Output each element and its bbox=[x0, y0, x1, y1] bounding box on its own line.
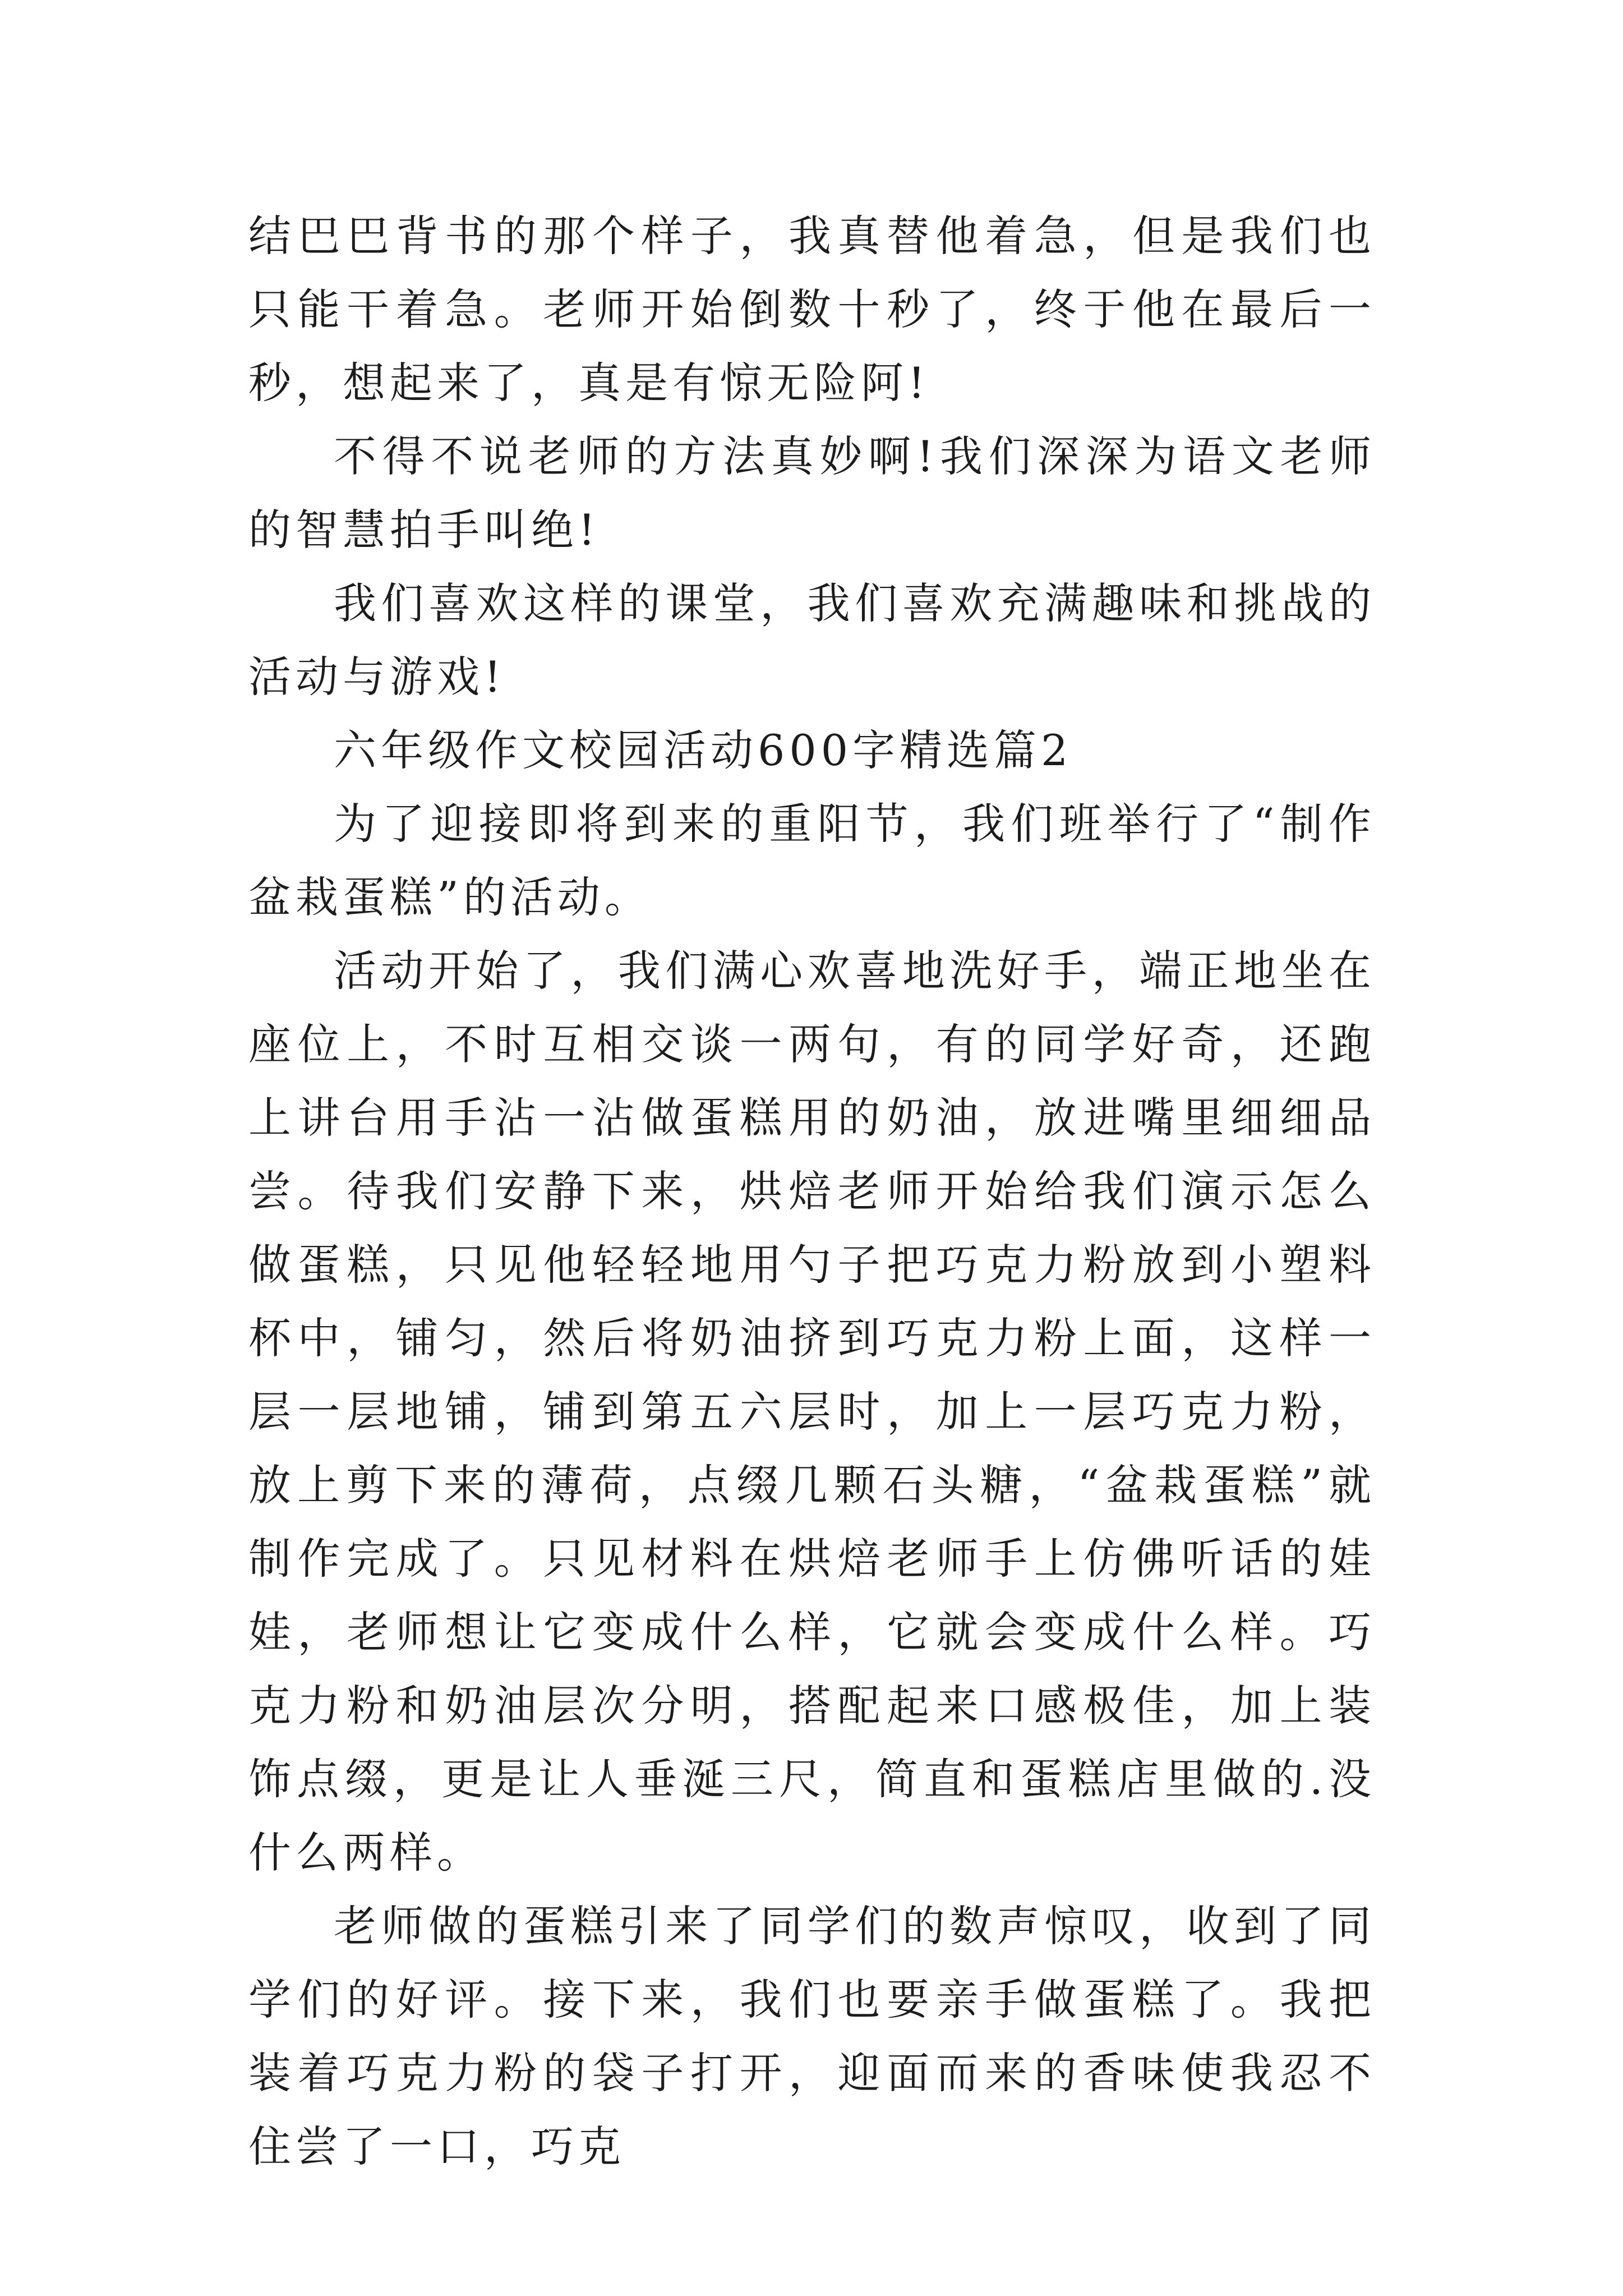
paragraph-continuation: 结巴巴背书的那个样子，我真替他着急，但是我们也只能干着急。老师开始倒数十秒了，终于他在最后一秒，想起来了，真是有惊无险阿! bbox=[248, 211, 1376, 408]
section-heading: 六年级作文校园活动600字精选篇2 bbox=[334, 725, 1073, 775]
paragraph: 老师做的蛋糕引来了同学们的数声惊叹，收到了同学们的好评。接下来，我们也要亲手做蛋糕了。我把装着巧克力粉的袋子打开，迎面而来的香味使我忍不住尝了一口，巧克 bbox=[248, 1901, 1376, 2171]
paragraph: 为了迎接即将到来的重阳节，我们班举行了“制作盆栽蛋糕”的活动。 bbox=[248, 799, 1376, 922]
paragraph: 活动开始了，我们满心欢喜地洗好手，端正地坐在座位上，不时互相交谈一两句，有的同学好奇，还跑上讲台用手沾一沾做蛋糕用的奶油，放进嘴里细细品尝。待我们安静下来，烘焙老师开始给我们演示怎么做蛋糕，只见他轻轻地用勺子把巧克力粉放到小塑料杯中，铺匀，然后将奶油挤到巧克力粉上面，这样一层一层地铺，铺到第五六层时，加上一层巧克力粉，放上剪下来的薄荷，点缀几颗石头糖，“盆栽蛋糕”就制作完成了。只见材料在烘焙老师手上仿佛听话的娃娃，老师想让它变成什么样，它就会变成什么样。巧克力粉和奶油层次分明，搭配起来口感极佳，加上装饰点缀，更是让人垂涎三尺，简直和蛋糕店里做的.没什么两样。 bbox=[248, 946, 1376, 1878]
paragraph: 我们喜欢这样的课堂，我们喜欢充满趣味和挑战的活动与游戏! bbox=[248, 578, 1376, 702]
document-body bbox=[248, 199, 1376, 2183]
paragraph: 不得不说老师的方法真妙啊!我们深深为语文老师的智慧拍手叫绝! bbox=[248, 431, 1376, 555]
